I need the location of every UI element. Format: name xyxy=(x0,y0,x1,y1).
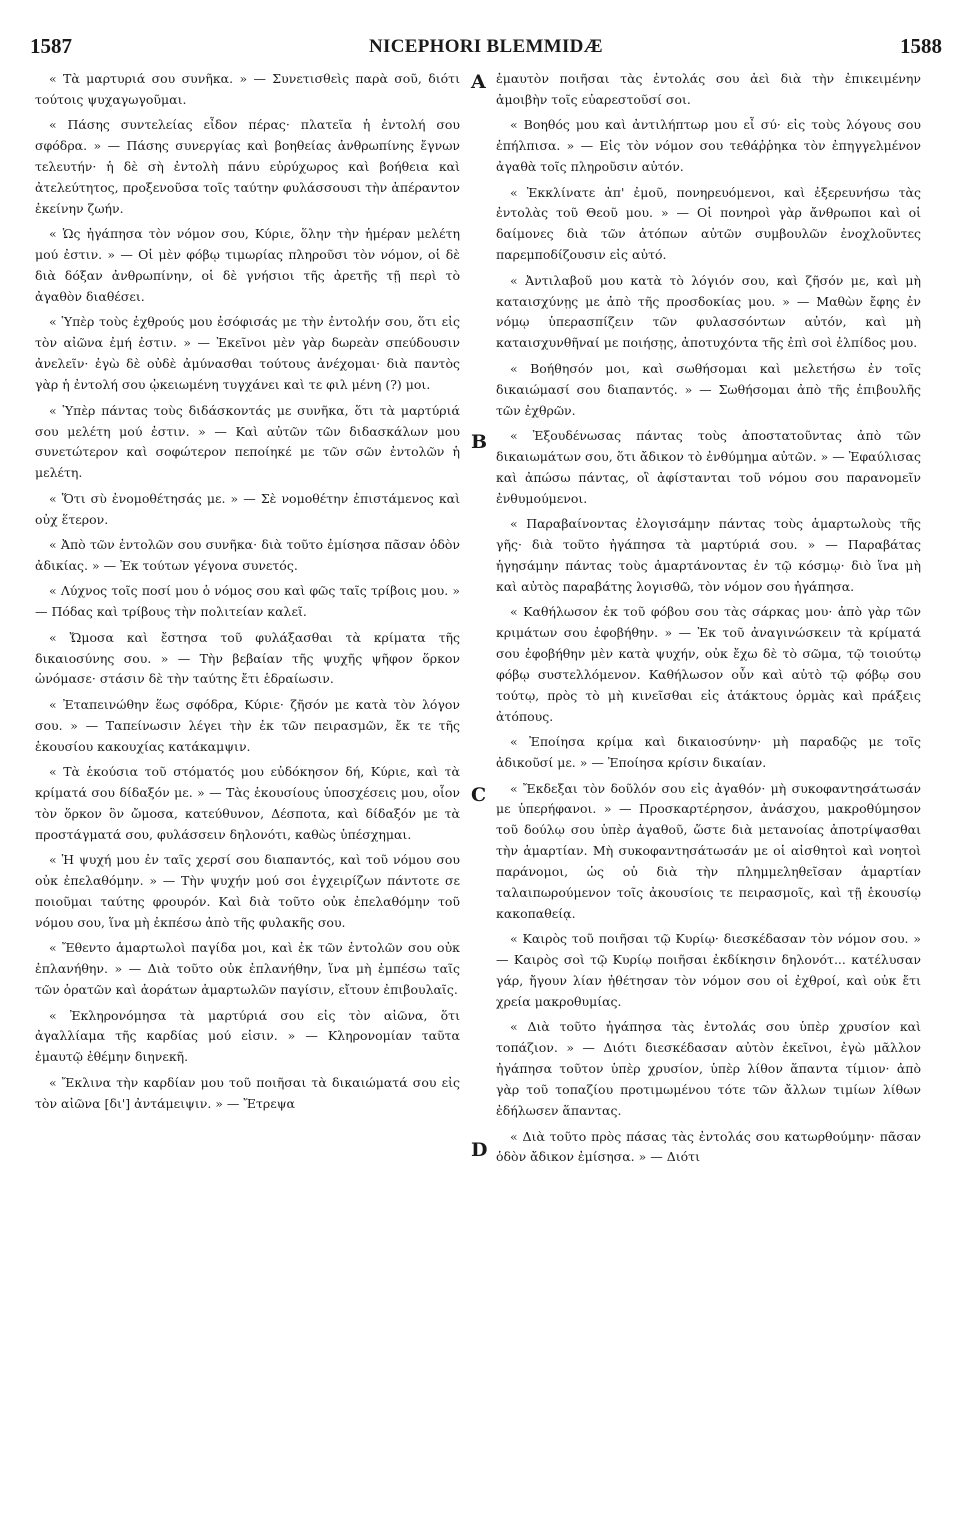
paragraph: « Ὡς ἠγάπησα τὸν νόμον σου, Κύριε, ὅλην τὴν ἡμέραν μελέτη μού ἐστιν. » — Οἱ μὲν φόβῳ τιμωρίας πληροῦσι τὸν νόμον, οἱ δὲ διὰ δόξαν ἀνθρωπίνην, οἱ δὲ γνήσιοι τῆς ἀρετῆς τῇ περὶ τὸ ἀγαθὸν διαθέσει. xyxy=(35,226,460,305)
paragraph: « Καθήλωσον ἐκ τοῦ φόβου σου τὰς σάρκας μου· ἀπὸ γὰρ τῶν κριμάτων σου ἐφοβήθην. » — Ἐκ τοῦ ἀναγινώσκειν τὰ κρίματά σου ἐφοβήθην μὲν κατὰ ψυχήν, οὐκ ἔχω δὲ τὸ σῶμα, τῷ τοιούτῳ φόβῳ συστελλόμενον. Καθήλωσον οὖν καὶ αὐτὸ τῷ φόβῳ σου τούτῳ, πρὸς τὸ μὴ κινεῖσθαι εἰς ἀτάκτους ὁρμὰς καὶ πράξεις ἀτόπους. xyxy=(496,604,921,724)
paragraph: « Ἐκκλίνατε ἀπ' ἐμοῦ, πονηρευόμενοι, καὶ ἐξερευνήσω τὰς ἐντολὰς τοῦ Θεοῦ μου. » — Οἱ πονηροὶ γὰρ ἄνθρωποι καὶ οἱ δαίμονες διὰ τῶν ἀτόπων αὐτῶν συμβουλῶν ἐνοχλοῦντες παρεμποδίζουσιν εἰς αὐτό. xyxy=(496,184,921,263)
running-title: NICEPHORI BLEMMIDÆ xyxy=(369,36,603,57)
margin-letter-a: A xyxy=(471,71,486,93)
page-header xyxy=(30,34,942,64)
paragraph: « Ἀντιλαβοῦ μου κατὰ τὸ λόγιόν σου, καὶ ζῆσόν με, καὶ μὴ καταισχύνῃς με ἀπὸ τῆς προσδοκίας μου. » — Μαθὼν ἔφης ἐν νόμῳ ὑπερασπίζειν τῶν φυλασσόντων αὐτόν, καὶ μὴ καταισχυνθῆναί με ποιήσῃς, ἀποτυχόντα τῆς ἐπὶ σοὶ ἐλπίδος μου. xyxy=(496,272,921,351)
paragraph: « Ἔθεντο ἁμαρτωλοὶ παγίδα μοι, καὶ ἐκ τῶν ἐντολῶν σου οὐκ ἐπλανήθην. » — Διὰ τοῦτο οὐκ ἐπλανήθην, ἵνα μὴ ἐμπέσω ταῖς τῶν ὁρατῶν καὶ ἀοράτων ἁμαρτωλῶν παγίσιν, εἴτουν ἐπιβουλαῖς. xyxy=(35,940,460,998)
right-column xyxy=(496,69,921,1173)
margin-letter-c: C xyxy=(471,784,487,806)
paragraph: « Λύχνος τοῖς ποσί μου ὁ νόμος σου καὶ φῶς ταῖς τρίβοις μου. » — Πόδας καὶ τρίβους τὴν πολιτείαν καλεῖ. xyxy=(35,583,460,620)
paragraph: « Ἐκληρονόμησα τὰ μαρτύριά σου εἰς τὸν αἰῶνα, ὅτι ἀγαλλίαμα τῆς καρδίας μού εἰσιν. » — Κληρονομίαν ταῦτα ἐμαυτῷ ἐθέμην διηνεκῆ. xyxy=(35,1007,460,1065)
left-column xyxy=(35,69,460,1119)
page-number-left: 1587 xyxy=(30,34,72,58)
page-number-right: 1588 xyxy=(900,34,942,58)
margin-letter-d: D xyxy=(471,1139,488,1161)
margin-letter-b: B xyxy=(471,431,488,453)
paragraph: « Πάσης συντελείας εἶδον πέρας· πλατεῖα ἡ ἐντολή σου σφόδρα. » — Πάσης συνεργίας καὶ βοηθείας ἀνθρωπίνης ἔγνων τελευτήν· ἡ δὲ σὴ ἐντολὴ πάνυ εὐρύχωρος καὶ βοήθεια καὶ ἀτελεύτητος, προξενοῦσα τοῖς ταύτην φυλάσσουσι τὴν ἀπέραντον ἐκείνην ζωήν. xyxy=(35,117,460,216)
paragraph: « Ἀπὸ τῶν ἐντολῶν σου συνῆκα· διὰ τοῦτο ἐμίσησα πᾶσαν ὁδὸν ἀδικίας. » — Ἐκ τούτων γέγονα συνετός. xyxy=(35,537,460,573)
paragraph: « Τὰ μαρτυριά σου συνῆκα. » — Συνετισθεὶς παρὰ σοῦ, διότι τούτοις ψυχαγωγοῦμαι. xyxy=(35,71,460,107)
paragraph: « Ἔκλινα τὴν καρδίαν μου τοῦ ποιῆσαι τὰ δικαιώματά σου εἰς τὸν αἰῶνα [δι'] ἀντάμειψιν. » — Ἔτρεψα xyxy=(35,1074,460,1111)
paragraph: « Ἐποίησα κρίμα καὶ δικαιοσύνην· μὴ παραδῷς με τοῖς ἀδικοῦσί με. » — Ἐποίησα κρίσιν δικαίαν. xyxy=(496,734,921,771)
paragraph: « Ὑπὲρ πάντας τοὺς διδάσκοντάς με συνῆκα, ὅτι τὰ μαρτύριά σου μελέτη μού ἐστιν. » — Καὶ αὐτῶν τῶν διδασκάλων μου συνετώτερον καὶ σοφώτερον πεποίηκέ με τῶν σῶν ἐντολῶν ἡ μελέτη. xyxy=(35,402,460,481)
paragraph: « Διὰ τοῦτο πρὸς πάσας τὰς ἐντολάς σου κατωρθούμην· πᾶσαν ὁδὸν ἄδικον ἐμίσησα. » — Διότι xyxy=(496,1128,921,1165)
paragraph: « Βοήθησόν μοι, καὶ σωθήσομαι καὶ μελετήσω ἐν τοῖς δικαιώμασί σου διαπαντός. » — Σωθήσομαι ἀπὸ τῆς ἐπιβουλῆς τῶν ἐχθρῶν. xyxy=(496,360,921,418)
paragraph: « Καιρὸς τοῦ ποιῆσαι τῷ Κυρίῳ· διεσκέδασαν τὸν νόμον σου. » — Καιρὸς σοὶ τῷ Κυρίῳ ποιῆσαι ἐκδίκησιν δηλονότ... κατέλυσαν γάρ, ἤγουν λίαν ἠθέτησαν τὸν νόμον σου οἱ ἐχθροί, καὶ οὐκ ἔτι χρεία μακροθυμίας. xyxy=(496,931,921,1010)
paragraph: « Βοηθός μου καὶ ἀντιλήπτωρ μου εἶ σύ· εἰς τοὺς λόγους σου ἐπήλπισα. » — Εἰς τὸν νόμον σου τεθάῤῥηκα τὸν ἐπηγγελμένον ἀγαθὰ τοῖς πληροῦσιν αὐτόν. xyxy=(496,117,921,175)
paragraph: « Ἡ ψυχή μου ἐν ταῖς χερσί σου διαπαντός, καὶ τοῦ νόμου σου οὐκ ἐπελαθόμην. » — Τὴν ψυχήν μού σοι ἐγχειρίζων πάντοτε σε ποιοῦμαι ταύτης φρουρόν. Καὶ διὰ τοῦτο οὐκ ἐπελαθόμην τοῦ νόμου σου, ἵνα μὴ ἐκπέσω ἀπὸ τῆς φυλακῆς σου. xyxy=(35,852,460,930)
paragraph: ἐμαυτὸν ποιῆσαι τὰς ἐντολάς σου ἀεὶ διὰ τὴν ἐπικειμένην ἀμοιβὴν τοῖς εὐαρεστοῦσί σοι. xyxy=(496,71,921,107)
paragraph: « Τὰ ἑκούσια τοῦ στόματός μου εὐδόκησον δή, Κύριε, καὶ τὰ κρίματά σου δίδαξόν με. » — Τὰς ἑκουσίους ὑποσχέσεις μου, οἷον τὸν ὅρκον ὃν ὤμοσα, κατεύθυνον, Δέσποτα, καὶ δίδαξόν με τὰ προστάγματά σου, φυλάσσειν δηλονότι, καθὼς ὑπέσχημαι. xyxy=(35,764,460,842)
paragraph: « Ἔκδεξαι τὸν δοῦλόν σου εἰς ἀγαθόν· μὴ συκοφαντησάτωσάν με ὑπερήφανοι. » — Προσκαρτέρησον, ἀνάσχου, μακροθύμησον τοῦ δούλῳ σου ὑπὲρ ἀγαθοῦ, ὥστε διὰ μετανοίας ἀποτρίψασθαι τὴν ἁμαρτίαν. Μὴ συκοφαντησάτωσάν με οἱ αἰσθητοὶ καὶ νοητοὶ παράνομοι, ὡς οὐ διὰ τὴν πλημμεληθεῖσαν ἁμαρτίαν ταλαιπωρούμενον τοῖς ἀκουσίοις τε πειρασμοῖς, καὶ τῇ ἑκουσίῳ κακοπαθείᾳ. xyxy=(496,780,921,921)
paragraph: « Ὤμοσα καὶ ἔστησα τοῦ φυλάξασθαι τὰ κρίματα τῆς δικαιοσύνης σου. » — Τὴν βεβαίαν τῆς ψυχῆς ψῆφον ὅρκον ὠνόμασε· στάσιν δὲ τὴν ταύτης ἔτι ἑδραίωσιν. xyxy=(35,629,460,687)
paragraph: « Ὅτι σὺ ἐνομοθέτησάς με. » — Σὲ νομοθέτην ἐπιστάμενος καὶ οὐχ ἕτερον. xyxy=(35,490,460,527)
paragraph: « Διὰ τοῦτο ἠγάπησα τὰς ἐντολάς σου ὑπὲρ χρυσίον καὶ τοπάζιον. » — Διότι διεσκέδασαν αὐτὸν ἐκεῖνοι, ἐγὼ μᾶλλον ἠγάπησα τοῦτον ὑπὲρ χρυσίον, ὑπὲρ λίθον ἅπαντα τίμιον· ἀπὸ γὰρ τοῦ τοπαζίου προτιμωμένου τότε τῶν ἄλλων τιμίων λίθων ἐδήλωσεν ἅπαντας. xyxy=(496,1019,921,1119)
paragraph: « Ὑπὲρ τοὺς ἐχθρούς μου ἐσόφισάς με τὴν ἐντολήν σου, ὅτι εἰς τὸν αἰῶνα ἐμή ἐστιν. » — Ἐκεῖνοι μὲν γὰρ δωρεὰν σπεύδουσιν ἀνελεῖν· ἐγὼ δὲ οὐδὲ ἀμύνασθαι τούτους ἀνέχομαι· διὰ παντὸς γὰρ ἡ ἐντολή σου ᾠκειωμένη τυγχάνει καὶ τε φιλ μένη (?) μοι. xyxy=(35,314,460,393)
paragraph: « Ἐξουδένωσας πάντας τοὺς ἀποστατοῦντας ἀπὸ τῶν δικαιωμάτων σου, ὅτι ἄδικον τὸ ἐνθύμημα αὐτῶν. » — Ἐφαύλισας καὶ ἀπώσω πάντας, οἳ ἀφίστανται τοῦ νόμου σου παρανομεῖν ἐνθυμούμενοι. xyxy=(496,428,921,506)
paragraph: « Ἐταπεινώθην ἕως σφόδρα, Κύριε· ζῆσόν με κατὰ τὸν λόγον σου. » — Ταπείνωσιν λέγει τὴν ἐκ τῶν πειρασμῶν, ἔκ τε τῆς ἑκουσίου κακουχίας κατάκαμψιν. xyxy=(35,696,460,754)
paragraph: « Παραβαίνοντας ἐλογισάμην πάντας τοὺς ἁμαρτωλοὺς τῆς γῆς· διὰ τοῦτο ἠγάπησα τὰ μαρτύριά σου. » — Παραβάτας ἡγησάμην πάντας τοὺς ἁμαρτάνοντας ἐν τῷ κόσμῳ· διὸ ἵνα μὴ καὶ αὐτὸς παραβάτης λογισθῶ, τὸν νόμον σου ἠγάπησα. xyxy=(496,516,921,594)
